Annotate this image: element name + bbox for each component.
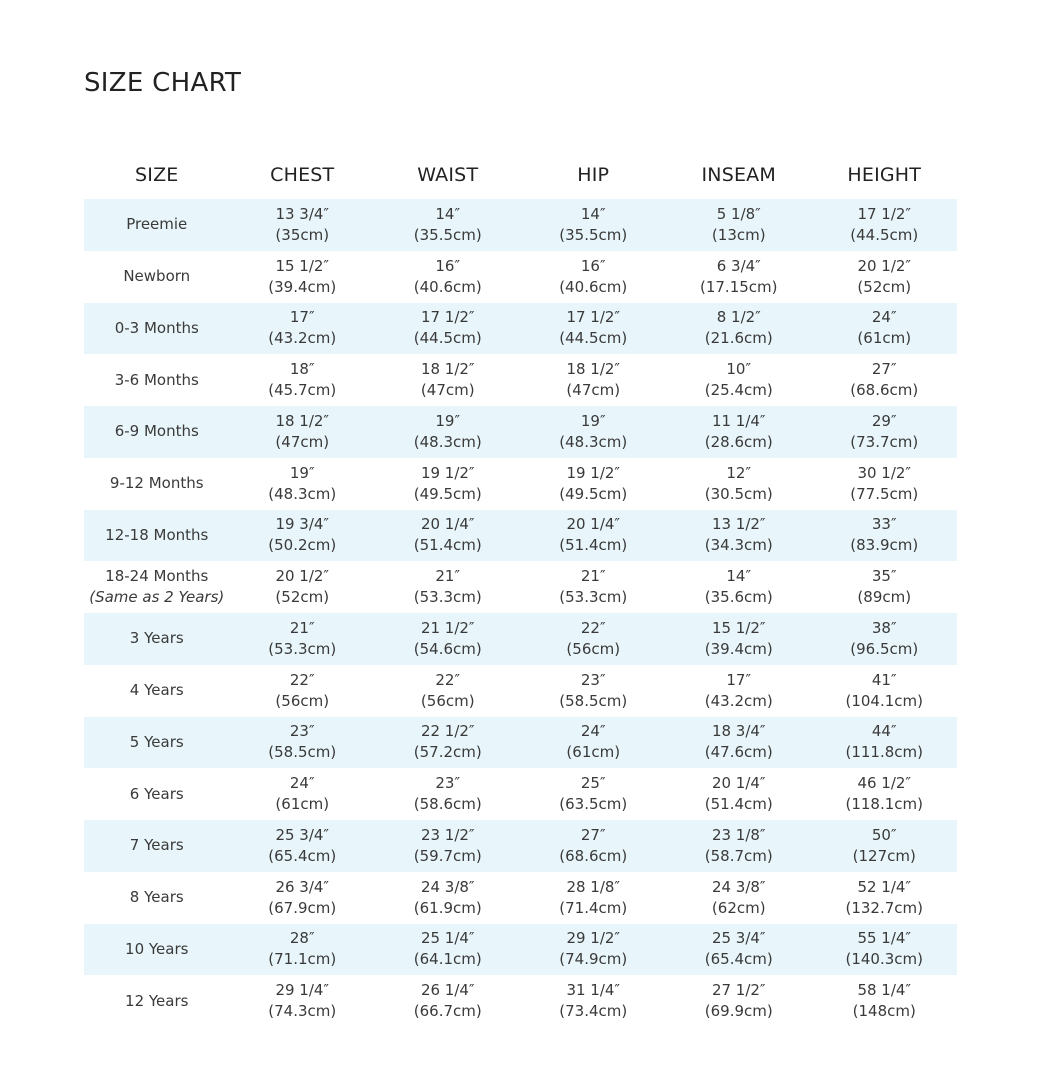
chest-centimeters: (71.1cm) [268, 950, 337, 969]
waist-cell [375, 199, 521, 251]
chest-inches: 15 1/2″ [275, 256, 330, 275]
chest-cell [230, 613, 376, 665]
height-centimeters: (148cm) [852, 1002, 916, 1021]
table-row [84, 303, 957, 355]
table-row [84, 199, 957, 251]
column-header-size: SIZE [135, 163, 179, 186]
size-label: 9-12 Months [109, 474, 204, 493]
chest-inches: 25 3/4″ [275, 825, 330, 844]
hip-centimeters: (68.6cm) [559, 846, 628, 865]
height-centimeters: (61cm) [857, 329, 912, 348]
waist-inches: 18 1/2″ [420, 360, 475, 379]
height-inches: 50″ [871, 825, 897, 844]
size-cell [84, 613, 230, 665]
hip-cell [521, 561, 667, 613]
hip-cell [521, 768, 667, 820]
table-row [84, 561, 957, 613]
waist-cell [375, 768, 521, 820]
waist-cell [375, 406, 521, 458]
chest-centimeters: (58.5cm) [268, 743, 337, 762]
chest-cell [230, 924, 376, 976]
size-cell [84, 251, 230, 303]
inseam-inches: 6 3/4″ [716, 256, 761, 275]
column-header-waist: WAIST [417, 163, 479, 186]
inseam-inches: 17″ [726, 670, 752, 689]
hip-cell [521, 872, 667, 924]
hip-cell [521, 975, 667, 1027]
height-inches: 33″ [871, 515, 897, 534]
waist-cell [375, 303, 521, 355]
page-title: SIZE CHART [84, 68, 242, 98]
inseam-inches: 10″ [726, 360, 752, 379]
hip-centimeters: (53.3cm) [559, 588, 628, 607]
size-cell [84, 717, 230, 769]
hip-centimeters: (47cm) [566, 381, 621, 400]
height-cell [812, 406, 958, 458]
height-centimeters: (68.6cm) [850, 381, 919, 400]
chest-centimeters: (53.3cm) [268, 639, 337, 658]
inseam-centimeters: (17.15cm) [699, 277, 778, 296]
size-cell [84, 665, 230, 717]
hip-inches: 16″ [580, 256, 606, 275]
height-cell [812, 924, 958, 976]
height-cell [812, 717, 958, 769]
waist-cell [375, 924, 521, 976]
inseam-inches: 15 1/2″ [711, 618, 766, 637]
waist-inches: 22 1/2″ [420, 722, 475, 741]
size-cell [84, 354, 230, 406]
size-label: 3-6 Months [114, 370, 199, 389]
inseam-centimeters: (34.3cm) [704, 536, 773, 555]
inseam-inches: 8 1/2″ [716, 308, 761, 327]
waist-inches: 16″ [435, 256, 461, 275]
height-centimeters: (118.1cm) [845, 795, 923, 814]
chest-inches: 28″ [289, 929, 315, 948]
inseam-cell [666, 613, 812, 665]
size-label: Newborn [123, 267, 191, 286]
size-label: 8 Years [129, 888, 184, 907]
chest-cell [230, 510, 376, 562]
hip-inches: 22″ [580, 618, 606, 637]
inseam-centimeters: (51.4cm) [704, 795, 773, 814]
height-inches: 38″ [871, 618, 897, 637]
header-row [84, 150, 957, 199]
size-cell [84, 768, 230, 820]
inseam-inches: 25 3/4″ [711, 929, 766, 948]
chest-centimeters: (39.4cm) [268, 277, 337, 296]
size-label: Preemie [126, 215, 188, 234]
waist-centimeters: (66.7cm) [413, 1002, 482, 1021]
height-inches: 27″ [871, 360, 897, 379]
size-label: 7 Years [129, 836, 184, 855]
hip-centimeters: (49.5cm) [559, 484, 628, 503]
chest-inches: 29 1/4″ [275, 981, 330, 1000]
height-inches: 58 1/4″ [857, 981, 912, 1000]
height-centimeters: (73.7cm) [850, 432, 919, 451]
inseam-cell [666, 510, 812, 562]
table-row [84, 406, 957, 458]
hip-inches: 23″ [580, 670, 606, 689]
inseam-centimeters: (47.6cm) [704, 743, 773, 762]
inseam-cell [666, 303, 812, 355]
chest-inches: 22″ [289, 670, 315, 689]
size-label: 0-3 Months [114, 318, 199, 337]
height-inches: 20 1/2″ [857, 256, 912, 275]
waist-centimeters: (53.3cm) [413, 588, 482, 607]
table-row [84, 717, 957, 769]
inseam-inches: 24 3/8″ [711, 877, 766, 896]
hip-centimeters: (44.5cm) [559, 329, 628, 348]
inseam-centimeters: (43.2cm) [704, 691, 773, 710]
inseam-centimeters: (39.4cm) [704, 639, 773, 658]
waist-cell [375, 872, 521, 924]
table-row [84, 510, 957, 562]
size-label: 12 Years [125, 991, 189, 1010]
waist-inches: 26 1/4″ [420, 981, 475, 1000]
size-cell [84, 303, 230, 355]
chest-inches: 18″ [289, 360, 315, 379]
chest-cell [230, 406, 376, 458]
hip-inches: 27″ [580, 825, 606, 844]
waist-inches: 24 3/8″ [420, 877, 475, 896]
inseam-cell [666, 251, 812, 303]
hip-centimeters: (71.4cm) [559, 898, 628, 917]
size-label: 5 Years [129, 732, 184, 751]
height-centimeters: (52cm) [857, 277, 912, 296]
inseam-centimeters: (62cm) [711, 898, 766, 917]
hip-centimeters: (48.3cm) [559, 432, 628, 451]
size-label: 18-24 Months [105, 567, 209, 586]
inseam-centimeters: (13cm) [711, 225, 766, 244]
height-cell [812, 199, 958, 251]
waist-cell [375, 717, 521, 769]
size-label: 10 Years [125, 939, 189, 958]
hip-inches: 19 1/2″ [566, 463, 621, 482]
inseam-cell [666, 768, 812, 820]
chest-inches: 18 1/2″ [275, 411, 330, 430]
chest-centimeters: (45.7cm) [268, 381, 337, 400]
waist-inches: 14″ [435, 204, 461, 223]
column-header-chest: CHEST [270, 163, 335, 186]
waist-centimeters: (54.6cm) [413, 639, 482, 658]
chest-cell [230, 768, 376, 820]
waist-inches: 19 1/2″ [420, 463, 475, 482]
chest-inches: 19″ [289, 463, 315, 482]
height-cell [812, 510, 958, 562]
height-cell [812, 975, 958, 1027]
table-row [84, 975, 957, 1027]
height-cell [812, 458, 958, 510]
hip-centimeters: (73.4cm) [559, 1002, 628, 1021]
waist-centimeters: (48.3cm) [413, 432, 482, 451]
height-cell [812, 561, 958, 613]
height-centimeters: (132.7cm) [845, 898, 923, 917]
hip-cell [521, 665, 667, 717]
chest-cell [230, 717, 376, 769]
inseam-inches: 23 1/8″ [711, 825, 766, 844]
waist-inches: 21 1/2″ [420, 618, 475, 637]
waist-centimeters: (47cm) [420, 381, 475, 400]
column-header-hip: HIP [577, 163, 610, 186]
size-label: 6 Years [129, 784, 184, 803]
height-inches: 35″ [871, 567, 897, 586]
hip-centimeters: (35.5cm) [559, 225, 628, 244]
chest-centimeters: (47cm) [275, 432, 330, 451]
chest-inches: 23″ [289, 722, 315, 741]
chest-cell [230, 458, 376, 510]
height-centimeters: (104.1cm) [845, 691, 923, 710]
hip-centimeters: (40.6cm) [559, 277, 628, 296]
height-cell [812, 820, 958, 872]
size-cell [84, 510, 230, 562]
inseam-cell [666, 199, 812, 251]
hip-inches: 20 1/4″ [566, 515, 621, 534]
hip-centimeters: (58.5cm) [559, 691, 628, 710]
waist-centimeters: (49.5cm) [413, 484, 482, 503]
inseam-inches: 13 1/2″ [711, 515, 766, 534]
inseam-centimeters: (25.4cm) [704, 381, 773, 400]
hip-centimeters: (63.5cm) [559, 795, 628, 814]
hip-inches: 17 1/2″ [566, 308, 621, 327]
inseam-cell [666, 406, 812, 458]
inseam-centimeters: (69.9cm) [704, 1002, 773, 1021]
size-chart-table [84, 150, 957, 1027]
waist-cell [375, 458, 521, 510]
waist-centimeters: (56cm) [420, 691, 475, 710]
inseam-cell [666, 665, 812, 717]
hip-cell [521, 354, 667, 406]
hip-cell [521, 820, 667, 872]
waist-centimeters: (40.6cm) [413, 277, 482, 296]
inseam-inches: 18 3/4″ [711, 722, 766, 741]
hip-centimeters: (61cm) [566, 743, 621, 762]
chest-inches: 24″ [289, 774, 315, 793]
inseam-centimeters: (28.6cm) [704, 432, 773, 451]
waist-cell [375, 975, 521, 1027]
table-body [84, 199, 957, 1027]
inseam-cell [666, 924, 812, 976]
waist-cell [375, 510, 521, 562]
waist-centimeters: (35.5cm) [413, 225, 482, 244]
chest-cell [230, 251, 376, 303]
inseam-cell [666, 820, 812, 872]
table-row [84, 820, 957, 872]
waist-inches: 21″ [435, 567, 461, 586]
inseam-centimeters: (65.4cm) [704, 950, 773, 969]
size-cell [84, 820, 230, 872]
waist-inches: 22″ [435, 670, 461, 689]
chest-cell [230, 561, 376, 613]
hip-cell [521, 717, 667, 769]
chest-centimeters: (74.3cm) [268, 1002, 337, 1021]
chest-centimeters: (67.9cm) [268, 898, 337, 917]
waist-inches: 17 1/2″ [420, 308, 475, 327]
height-centimeters: (111.8cm) [845, 743, 923, 762]
inseam-cell [666, 561, 812, 613]
inseam-cell [666, 354, 812, 406]
hip-inches: 24″ [580, 722, 606, 741]
chest-cell [230, 199, 376, 251]
size-label: 6-9 Months [114, 422, 199, 441]
hip-inches: 31 1/4″ [566, 981, 621, 1000]
inseam-centimeters: (30.5cm) [704, 484, 773, 503]
height-centimeters: (140.3cm) [845, 950, 923, 969]
waist-inches: 23 1/2″ [420, 825, 475, 844]
hip-cell [521, 924, 667, 976]
hip-centimeters: (74.9cm) [559, 950, 628, 969]
table-row [84, 665, 957, 717]
hip-cell [521, 199, 667, 251]
inseam-inches: 27 1/2″ [711, 981, 766, 1000]
chest-cell [230, 820, 376, 872]
hip-inches: 18 1/2″ [566, 360, 621, 379]
waist-centimeters: (58.6cm) [413, 795, 482, 814]
hip-cell [521, 458, 667, 510]
chest-centimeters: (43.2cm) [268, 329, 337, 348]
waist-cell [375, 665, 521, 717]
chest-inches: 13 3/4″ [275, 204, 330, 223]
table-row [84, 924, 957, 976]
chest-cell [230, 303, 376, 355]
size-label: 4 Years [129, 681, 184, 700]
height-centimeters: (77.5cm) [850, 484, 919, 503]
size-cell [84, 458, 230, 510]
inseam-inches: 14″ [726, 567, 752, 586]
height-inches: 44″ [871, 722, 897, 741]
chest-inches: 26 3/4″ [275, 877, 330, 896]
height-centimeters: (96.5cm) [850, 639, 919, 658]
column-header-inseam: INSEAM [701, 163, 776, 186]
height-inches: 41″ [871, 670, 897, 689]
waist-centimeters: (59.7cm) [413, 846, 482, 865]
size-label: 3 Years [129, 629, 184, 648]
hip-cell [521, 613, 667, 665]
hip-cell [521, 303, 667, 355]
table-row [84, 251, 957, 303]
waist-centimeters: (44.5cm) [413, 329, 482, 348]
waist-cell [375, 820, 521, 872]
chest-inches: 21″ [289, 618, 315, 637]
column-header-height: HEIGHT [847, 163, 922, 186]
chest-cell [230, 354, 376, 406]
hip-cell [521, 251, 667, 303]
chest-inches: 17″ [289, 308, 315, 327]
waist-inches: 25 1/4″ [420, 929, 475, 948]
size-cell [84, 561, 230, 613]
size-cell [84, 406, 230, 458]
size-cell [84, 975, 230, 1027]
waist-centimeters: (64.1cm) [413, 950, 482, 969]
waist-centimeters: (61.9cm) [413, 898, 482, 917]
waist-cell [375, 251, 521, 303]
table-row [84, 354, 957, 406]
height-centimeters: (127cm) [852, 846, 916, 865]
hip-inches: 29 1/2″ [566, 929, 621, 948]
hip-centimeters: (51.4cm) [559, 536, 628, 555]
waist-centimeters: (57.2cm) [413, 743, 482, 762]
size-cell [84, 872, 230, 924]
hip-inches: 25″ [580, 774, 606, 793]
inseam-cell [666, 872, 812, 924]
inseam-centimeters: (35.6cm) [704, 588, 773, 607]
table-row [84, 768, 957, 820]
hip-cell [521, 406, 667, 458]
height-centimeters: (83.9cm) [850, 536, 919, 555]
hip-inches: 14″ [580, 204, 606, 223]
size-cell [84, 199, 230, 251]
waist-cell [375, 561, 521, 613]
waist-cell [375, 613, 521, 665]
height-inches: 30 1/2″ [857, 463, 912, 482]
chest-centimeters: (61cm) [275, 795, 330, 814]
table-row [84, 613, 957, 665]
height-cell [812, 665, 958, 717]
inseam-inches: 11 1/4″ [711, 411, 766, 430]
size-cell [84, 924, 230, 976]
chest-centimeters: (65.4cm) [268, 846, 337, 865]
height-inches: 46 1/2″ [857, 774, 912, 793]
height-inches: 24″ [871, 308, 897, 327]
inseam-cell [666, 975, 812, 1027]
height-cell [812, 768, 958, 820]
waist-centimeters: (51.4cm) [413, 536, 482, 555]
inseam-inches: 12″ [726, 463, 752, 482]
hip-inches: 21″ [580, 567, 606, 586]
inseam-cell [666, 717, 812, 769]
waist-inches: 20 1/4″ [420, 515, 475, 534]
height-centimeters: (89cm) [857, 588, 912, 607]
table-row [84, 458, 957, 510]
waist-cell [375, 354, 521, 406]
height-centimeters: (44.5cm) [850, 225, 919, 244]
inseam-cell [666, 458, 812, 510]
height-inches: 55 1/4″ [857, 929, 912, 948]
chest-inches: 20 1/2″ [275, 567, 330, 586]
size-note: (Same as 2 Years) [89, 588, 225, 607]
hip-inches: 19″ [580, 411, 606, 430]
chest-cell [230, 975, 376, 1027]
height-cell [812, 251, 958, 303]
table-row [84, 872, 957, 924]
hip-centimeters: (56cm) [566, 639, 621, 658]
chest-centimeters: (50.2cm) [268, 536, 337, 555]
waist-inches: 23″ [435, 774, 461, 793]
waist-inches: 19″ [435, 411, 461, 430]
inseam-inches: 20 1/4″ [711, 774, 766, 793]
height-inches: 29″ [871, 411, 897, 430]
hip-cell [521, 510, 667, 562]
height-cell [812, 872, 958, 924]
chest-centimeters: (56cm) [275, 691, 330, 710]
inseam-centimeters: (58.7cm) [704, 846, 773, 865]
size-label: 12-18 Months [105, 525, 209, 544]
height-cell [812, 354, 958, 406]
chest-cell [230, 872, 376, 924]
height-inches: 17 1/2″ [857, 204, 912, 223]
height-cell [812, 613, 958, 665]
hip-inches: 28 1/8″ [566, 877, 621, 896]
chest-centimeters: (35cm) [275, 225, 330, 244]
inseam-centimeters: (21.6cm) [704, 329, 773, 348]
height-inches: 52 1/4″ [857, 877, 912, 896]
chest-centimeters: (48.3cm) [268, 484, 337, 503]
height-cell [812, 303, 958, 355]
inseam-inches: 5 1/8″ [716, 204, 761, 223]
chest-centimeters: (52cm) [275, 588, 330, 607]
chest-inches: 19 3/4″ [275, 515, 330, 534]
chest-cell [230, 665, 376, 717]
